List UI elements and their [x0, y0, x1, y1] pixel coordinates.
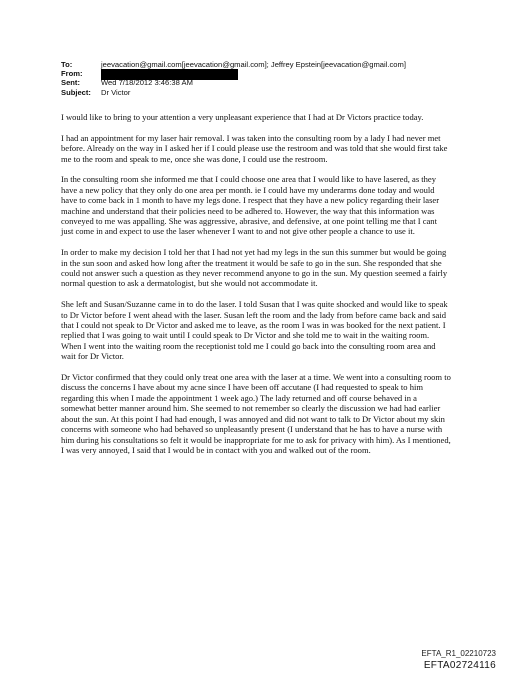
footer-ref-2: EFTA02724116 — [423, 660, 496, 671]
sent-value: Wed 7/18/2012 3:46:38 AM — [101, 78, 193, 88]
sent-label: Sent: — [61, 78, 80, 88]
to-value: jeevacation@gmail.com[jeevacation@gmail.com]; Jeffrey Epstein[jeevacation@gmail.com] — [101, 60, 406, 69]
subject-label: Subject: — [61, 87, 91, 97]
to-label: To: — [61, 60, 73, 69]
body-paragraph: In order to make my decision I told her that I had not yet had my legs in the sun this summer but would be going in the sun soon and asked how long after the treatment it would be safe to go in the sun. She responded that she could not answer such a question as they never recommend anyone to go in the sun. My question seemed a fairly normal question to ask a dermatologist, but she would not accommodate it. — [61, 247, 448, 289]
subject-row — [61, 88, 481, 97]
email-body — [61, 112, 451, 466]
body-paragraph: She left and Susan/Suzanne came in to do the laser. I told Susan that I was quite shocked and would like to speak to Dr Victor before I went ahead with the laser. Susan left the room and the lady from before came back and said that I could not speak to Dr Victor and asked me to leave, as the room I was in was booked for the next patient. I replied that I was going to wait until I could speak to Dr Victor and she told me to wait in the waiting room. When I went into the waiting room the receptionist told me I could go back into the consulting room area and wait for Dr Victor. — [61, 299, 448, 362]
email-header — [61, 60, 481, 97]
from-row — [61, 69, 481, 78]
footer-ref-1: EFTA_R1_02210723 — [421, 649, 496, 658]
to-row — [61, 60, 481, 69]
body-paragraph: I had an appointment for my laser hair removal. I was taken into the consulting room by a lady I had never met before. Already on the way in I asked her if I could please use the restroom and was told that she would first take me to the room and speak to me, once she was done, I could use the restroom. — [61, 132, 448, 164]
document-footer — [421, 648, 496, 672]
body-paragraph: In the consulting room she informed me that I could choose one area that I would like to have lasered, as they have a new policy that they only do one area per month. ie I could have my underarms done today and would have to come back in 1 month to have my legs done. I respect that they have a new policy regarding their laser machine and understand that their policies need to be adhered to. However, the way that this information was conveyed to me was appalling. She was aggressive, abrasive, and defensive, at one point telling me that I cant just come in and expect to use the laser whenever I want to and not give other people a chance to use it. — [61, 174, 440, 237]
subject-value: Dr Victor — [101, 87, 131, 97]
from-label: From: — [61, 69, 83, 79]
sent-row — [61, 78, 481, 87]
body-paragraph: I would like to bring to your attention a very unpleasant experience that I had at Dr Victors practice today. — [61, 112, 424, 122]
body-paragraph: Dr Victor confirmed that they could only treat one area with the laser at a time. We went into a consulting room to discuss the concerns I have about my acne since I have been off accutane (I had requested to speak to him regarding this when I made the appointment 1 week ago.) The lady returned and off course behaved in a somewhat better manner around him. She seemed to not remember so clearly the discussion we had had earlier about the sun. At this point I had had enough, I was annoyed and did not want to talk to Dr Victor about my skin concerns with someone who had behaved so unpleasantly present (I understand that he has to have a nurse with him during his consultations so felt it would be inappropriate for me to ask for privacy with him). As I mentioned, I was very annoyed, I said that I would be in contact with you and walked out of the room. — [61, 372, 451, 455]
